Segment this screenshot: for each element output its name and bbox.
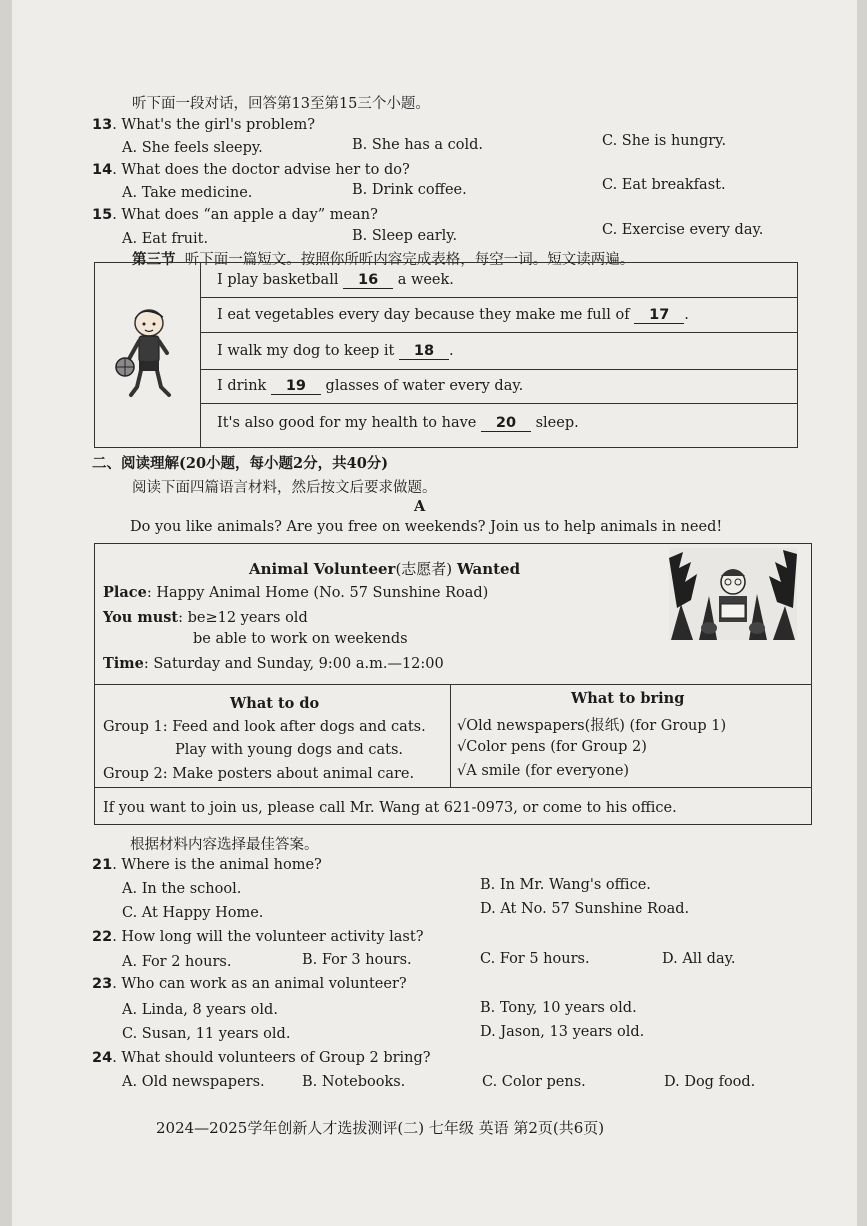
row-text-before: I drink [217,378,267,394]
option[interactable]: B. Sleep early. [352,228,458,244]
option[interactable]: D. Dog food. [664,1074,756,1090]
what-to-do-heading: What to do [230,695,320,712]
blank-18[interactable]: 18 [399,343,449,360]
row-text-after: . [684,307,689,323]
question-15 [92,207,378,223]
ad-contact: If you want to join us, please call Mr. Wang at 621-0973, or come to his office. [103,800,677,816]
question-number: 24 [92,1050,113,1066]
question-number: 22 [92,929,113,945]
row-text-after: a week. [397,272,454,288]
todo-1: Group 1: Feed and look after dogs and cats. [103,719,426,735]
option[interactable]: D. All day. [662,951,736,967]
table-row-3 [217,343,454,360]
exam-page [12,0,857,1226]
section3-instruction: 听下面一篇短文。按照你所听内容完成表格，每空一词。短文读两遍。 [184,252,635,268]
question-text: . What does the doctor advise her to do? [112,162,410,178]
row-text-after: glasses of water every day. [325,378,524,394]
question-number: 15 [92,207,113,223]
question-14 [92,162,410,178]
table-row-1 [217,272,454,289]
option[interactable]: C. She is hungry. [602,133,727,149]
question-text: . What should volunteers of Group 2 bring? [112,1050,431,1066]
option[interactable]: A. Take medicine. [122,185,253,201]
reading-instruction: 阅读下面四篇语言材料，然后按文后要求做题。 [132,480,437,496]
row-text-before: I walk my dog to keep it [217,343,395,359]
must-label: You must [103,609,179,626]
question-24 [92,1050,431,1066]
question-13 [92,117,315,133]
option[interactable]: C. Color pens. [482,1074,586,1090]
row-text-after: sleep. [535,415,579,431]
table-row-4 [217,378,523,395]
ad-title-en: Animal Volunteer [249,560,396,578]
question-number: 21 [92,857,113,873]
place-value: : Happy Animal Home (No. 57 Sunshine Road) [146,585,489,601]
option[interactable]: B. For 3 hours. [302,952,412,968]
option[interactable]: C. For 5 hours. [480,951,590,967]
ad-title-wanted: Wanted [456,560,521,578]
question-22 [92,929,423,945]
must-1: : be≥12 years old [178,610,308,626]
bring-3: √A smile (for everyone) [457,763,630,779]
option[interactable]: B. She has a cold. [352,137,484,153]
question-number: 14 [92,162,113,178]
question-23 [92,976,407,992]
question-21 [92,857,322,873]
ad-must [103,609,308,626]
row-text-before: It's also good for my health to have [217,415,477,431]
todo-2: Play with young dogs and cats. [175,742,404,758]
must-2: be able to work on weekends [193,631,408,647]
option[interactable]: C. Susan, 11 years old. [122,1026,291,1042]
passage-lead: Do you like animals? Are you free on weekends? Join us to help animals in need! [130,519,723,535]
reading-part-title: 二、阅读理解(20小题，每小题2分，共40分) [92,455,389,472]
place-label: Place [103,584,147,601]
time-value: : Saturday and Sunday, 9:00 a.m.—12:00 [143,656,444,672]
ad-title [249,558,520,579]
option[interactable]: A. She feels sleepy. [122,140,263,156]
option[interactable]: A. Eat fruit. [122,231,209,247]
blank-19[interactable]: 19 [271,378,321,395]
option[interactable]: C. Eat breakfast. [602,177,726,193]
question-text: . What's the girl's problem? [112,117,316,133]
option[interactable]: D. Jason, 13 years old. [480,1024,645,1040]
option[interactable]: B. Drink coffee. [352,182,467,198]
listening-table [94,262,798,448]
what-to-bring-heading: What to bring [571,690,685,707]
option[interactable]: D. At No. 57 Sunshine Road. [480,901,690,917]
table-row-2 [217,307,689,324]
choose-instruction: 根据材料内容选择最佳答案。 [130,837,319,853]
question-number: 23 [92,976,113,992]
ad-time [103,655,444,672]
question-text: . Where is the animal home? [112,857,322,873]
page-footer: 2024—2025学年创新人才选拔测评(二) 七年级 英语 第2页(共6页) [156,1119,605,1137]
question-number: 13 [92,117,113,133]
passage-letter: A [414,498,426,515]
animals-reading-illustration-icon [669,548,797,640]
bring-2: √Color pens (for Group 2) [457,739,647,755]
option[interactable]: A. For 2 hours. [122,954,232,970]
blank-16[interactable]: 16 [343,272,393,289]
blank-17[interactable]: 17 [634,307,684,324]
section3-title: 第三节 [132,251,176,268]
option[interactable]: C. At Happy Home. [122,905,264,921]
option[interactable]: B. Tony, 10 years old. [480,1000,637,1016]
option[interactable]: B. In Mr. Wang's office. [480,877,651,893]
option[interactable]: A. Old newspapers. [122,1074,265,1090]
table-row-5 [217,415,579,432]
ad-title-cn: (志愿者) [395,560,453,578]
volunteer-ad [94,543,812,825]
boy-basketball-icon [113,303,183,413]
question-text: . What does “an apple a day” mean? [112,207,378,223]
question-text: . Who can work as an animal volunteer? [112,976,407,992]
row-text-before: I play basketball [217,272,339,288]
question-text: . How long will the volunteer activity last? [112,929,424,945]
todo-3: Group 2: Make posters about animal care. [103,766,415,782]
blank-20[interactable]: 20 [481,415,531,432]
bring-1: √Old newspapers(报纸) (for Group 1) [457,718,727,734]
option[interactable]: A. In the school. [122,881,242,897]
listening-intro: 听下面一段对话，回答第13至第15三个小题。 [132,96,430,112]
row-text-after: . [448,343,454,359]
option[interactable]: B. Notebooks. [302,1074,406,1090]
row-text-before: I eat vegetables every day because they make me full of [217,307,630,323]
option[interactable]: C. Exercise every day. [602,222,764,238]
ad-place [103,584,488,601]
time-label: Time [103,655,144,672]
option[interactable]: A. Linda, 8 years old. [122,1002,278,1018]
